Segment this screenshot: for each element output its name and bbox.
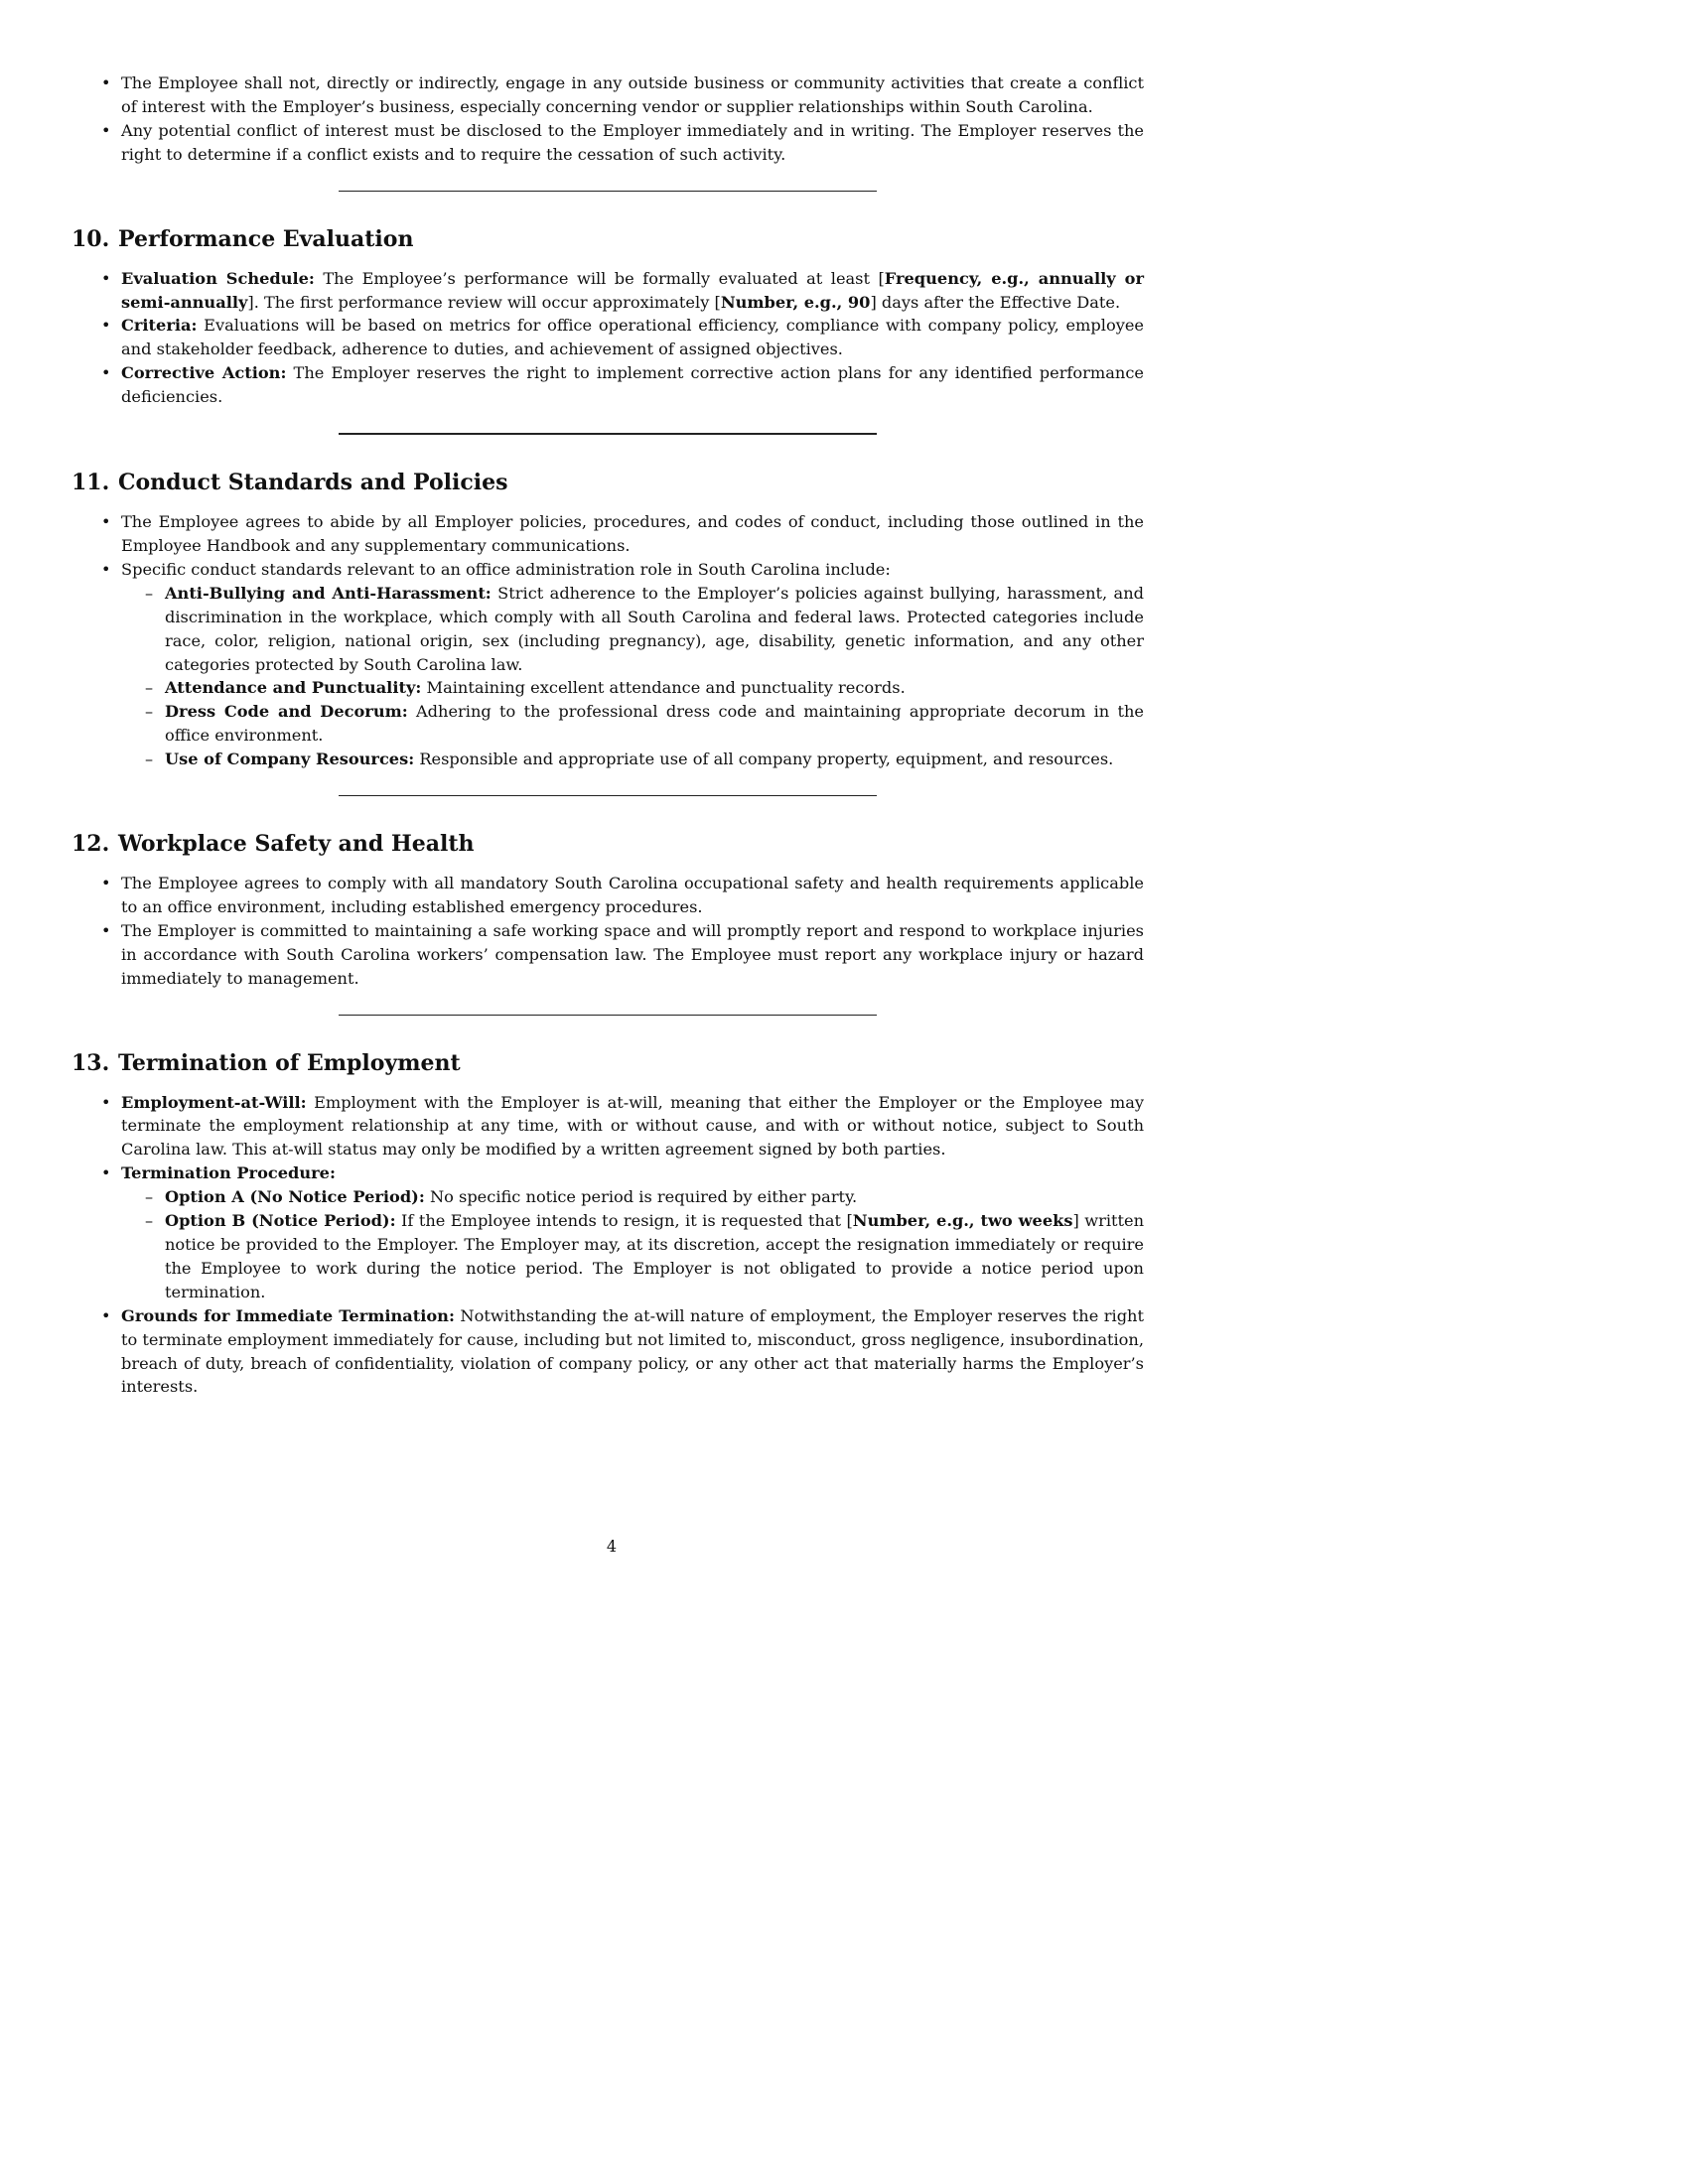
item-label: Option A (No Notice Period):	[165, 1187, 425, 1207]
item-text: Strict adherence to the Employer’s policies against bullying, harassment, and discrimination in the workplace, which comply with all South Carolina and federal laws. Protected categories include race, color, religion, national origin, sex (including pregnancy), age, disability, genetic information, and any other categories protected by South Carolina law.	[165, 583, 1144, 674]
section-title: Termination of Employment	[118, 1049, 461, 1076]
placeholder-text: Number, e.g., two weeks	[852, 1211, 1073, 1231]
item-text: Employment with the Employer is at-will, meaning that either the Employer or the Employee may terminate the employment relationship at any time, with or without cause, and with or without notice, subject to South Carolina law. This at-will status may only be modified by a written agreement signed by both parties.	[121, 1092, 1144, 1160]
conduct-sublist	[121, 582, 1144, 771]
page-number: 4	[606, 1537, 618, 1556]
section-title: Performance Evaluation	[118, 225, 414, 252]
section-heading-10	[71, 225, 1144, 253]
item-text: Responsible and appropriate use of all company property, equipment, and resources.	[414, 750, 1114, 769]
list-item	[71, 267, 1144, 315]
section-12-list	[71, 872, 1144, 991]
list-item: • The Employee agrees to comply with all mandatory South Carolina occupational safety and health requirements applicable to an office environment, including established emergency procedures.	[71, 872, 1144, 919]
item-text: ]. The first performance review will occur approximately [	[247, 292, 721, 312]
sub-list-item	[121, 1185, 1144, 1209]
section-number: 13.	[71, 1049, 110, 1076]
section-title: Workplace Safety and Health	[118, 831, 475, 858]
list-item: • Any potential conflict of interest must be disclosed to the Employer immediately and in writing. The Employer reserves the right to determine if a conflict exists and to require the cessation of such activity.	[71, 119, 1144, 167]
item-label: Dress Code and Decorum:	[165, 702, 408, 722]
placeholder-text: Frequency, e.g., annually or semi-annually	[121, 268, 1144, 312]
list-item: • The Employer is committed to maintaining a safe working space and will promptly report and respond to workplace injuries in accordance with South Carolina workers’ compensation law. The Employee must report any workplace injury or hazard immediately to management.	[71, 919, 1144, 991]
item-text: No specific notice period is required by either party.	[424, 1187, 858, 1207]
list-item: • The Employee shall not, directly or indirectly, engage in any outside business or community activities that create a conflict of interest with the Employer’s business, especially concerning vendor or supplier relationships within South Carolina.	[71, 71, 1144, 119]
item-text: ] written notice be provided to the Employer. The Employer may, at its discretion, accept the resignation immediately or require the Employee to work during the notice period. The Employer is not obligated to provide a notice period upon termination.	[165, 1211, 1145, 1301]
sub-list-item	[121, 582, 1144, 677]
section-11-list	[71, 510, 1144, 771]
sub-list-item	[121, 676, 1144, 700]
list-item	[71, 361, 1144, 409]
item-text: Adhering to the professional dress code and maintaining appropriate decorum in the office environment.	[165, 702, 1144, 746]
list-item	[71, 1091, 1144, 1162]
item-text: If the Employee intends to resign, it is requested that [	[395, 1211, 853, 1231]
item-label: Criteria:	[121, 316, 198, 336]
section-divider	[339, 1015, 877, 1016]
item-text: ] days after the Effective Date.	[870, 292, 1121, 312]
section-number: 12.	[71, 831, 110, 858]
section-number: 10.	[71, 225, 110, 252]
item-label: Option B (Notice Period):	[165, 1211, 396, 1231]
item-text: The Employee’s performance will be formally evaluated at least [	[314, 268, 885, 288]
list-item	[71, 1304, 1144, 1400]
list-item	[71, 314, 1144, 361]
section-heading-12	[71, 830, 1144, 858]
section-13-list	[71, 1091, 1144, 1400]
item-text: Maintaining excellent attendance and punctuality records.	[421, 678, 906, 698]
item-label: Attendance and Punctuality:	[165, 678, 422, 698]
intro-list	[71, 71, 1144, 167]
document-page	[71, 71, 1144, 1399]
section-heading-13	[71, 1049, 1144, 1077]
list-item: • The Employee agrees to abide by all Employer policies, procedures, and codes of conduct, including those outlined in the Employee Handbook and any supplementary communications.	[71, 510, 1144, 558]
item-label: Employment-at-Will:	[121, 1092, 307, 1112]
section-divider	[339, 191, 877, 192]
list-item	[71, 558, 1144, 771]
item-label: Termination Procedure:	[121, 1163, 336, 1183]
item-text: Notwithstanding the at-will nature of employment, the Employer reserves the right to terminate employment immediately for cause, including but not limited to, misconduct, gross negligence, insubordination, breach of duty, breach of confidentiality, violation of company policy, or any other act that materially harms the Employer’s interests.	[121, 1305, 1144, 1397]
sub-list-item	[121, 700, 1144, 748]
section-title: Conduct Standards and Policies	[118, 470, 508, 496]
sub-list-item	[121, 748, 1144, 771]
item-label: Anti-Bullying and Anti-Harassment:	[165, 583, 492, 603]
item-text: The Employer reserves the right to implement corrective action plans for any identified performance deficiencies.	[121, 363, 1144, 407]
section-10-list	[71, 267, 1144, 409]
list-item	[71, 1161, 1144, 1303]
item-label: Use of Company Resources:	[165, 750, 415, 769]
item-text: Evaluations will be based on metrics for office operational efficiency, compliance with company policy, employee and stakeholder feedback, adherence to duties, and achievement of assigned objectives.	[121, 316, 1144, 359]
termination-options	[121, 1185, 1144, 1304]
section-number: 11.	[71, 470, 110, 496]
sub-list-item	[121, 1209, 1144, 1304]
item-label: Evaluation Schedule:	[121, 268, 315, 288]
item-text: Specific conduct standards relevant to an office administration role in South Carolina include:	[121, 559, 891, 579]
section-divider	[339, 795, 877, 796]
placeholder-text: Number, e.g., 90	[720, 292, 871, 312]
item-label: Grounds for Immediate Termination:	[121, 1305, 455, 1325]
section-divider	[339, 433, 877, 435]
section-heading-11	[71, 469, 1144, 496]
item-label: Corrective Action:	[121, 363, 287, 383]
